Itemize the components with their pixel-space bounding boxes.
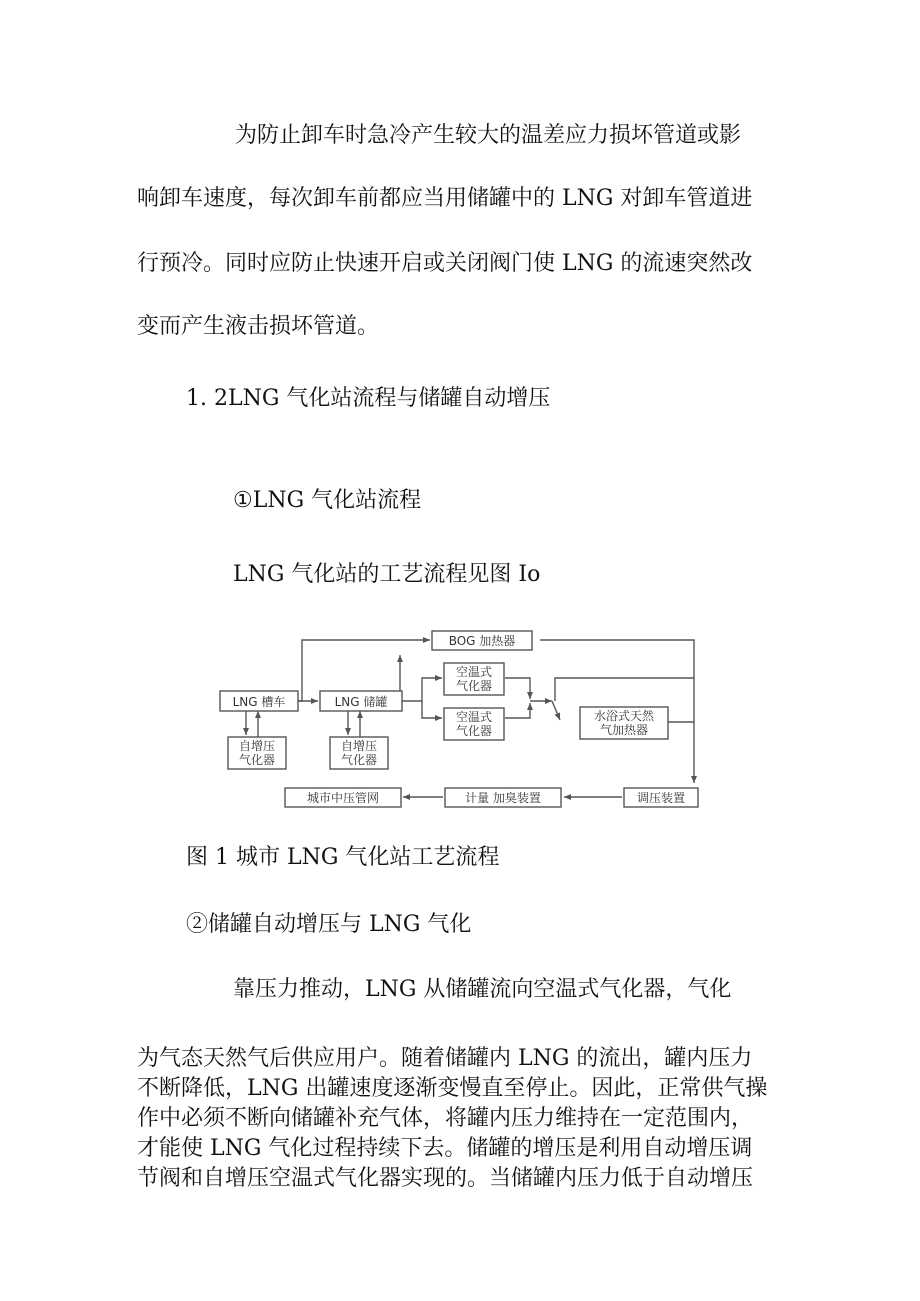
flow-arrow <box>505 678 530 699</box>
svg-text:气化器: 气化器 <box>455 679 493 693</box>
air-vaporizer-box <box>444 663 504 695</box>
water-bath-heater-box <box>580 707 668 739</box>
svg-text:调压装置: 调压装置 <box>636 791 686 805</box>
figure-reference-text: LNG 气化站的工艺流程见图 Io <box>233 562 541 587</box>
flow-arrow <box>555 678 694 701</box>
svg-text:气化器: 气化器 <box>340 753 378 767</box>
svg-text:BOG 加热器: BOG 加热器 <box>448 634 516 648</box>
svg-text:气化器: 气化器 <box>455 724 493 738</box>
svg-text:自增压: 自增压 <box>340 739 378 753</box>
paragraph-body <box>137 1044 797 1194</box>
paragraph-line: 行预冷。同时应防止快速开启或关闭阀门使 LNG 的流速突然改 <box>137 251 753 276</box>
flow-arrow <box>402 678 442 701</box>
svg-text:水浴式天然: 水浴式天然 <box>593 709 655 723</box>
figure-caption: 图 1 城市 LNG 气化站工艺流程 <box>186 845 500 870</box>
svg-text:空温式: 空温式 <box>455 665 493 679</box>
subsection-heading: ②储罐自动增压与 LNG 气化 <box>186 912 472 937</box>
flow-arrow <box>552 701 560 720</box>
svg-text:气加热器: 气加热器 <box>599 723 649 737</box>
paragraph-line: 为气态天然气后供应用户。随着储罐内 LNG 的流出，罐内压力 <box>137 1046 753 1071</box>
air-vaporizer-box <box>444 708 504 740</box>
svg-text:空温式: 空温式 <box>455 710 493 724</box>
svg-text:LNG 储罐: LNG 储罐 <box>334 695 388 709</box>
city-pipeline-box <box>285 788 401 807</box>
flow-arrow <box>505 703 530 718</box>
lng-truck-box <box>220 691 298 711</box>
paragraph-line: 节阀和自增压空温式气化器实现的。当储罐内压力低于自动增压 <box>137 1166 754 1191</box>
pressure-regulator-box <box>624 788 698 807</box>
lng-tank-box <box>320 691 402 711</box>
paragraph-line: 为防止卸车时急冷产生较大的温差应力损坏管道或影 <box>235 123 742 148</box>
paragraph-line: 响卸车速度，每次卸车前都应当用储罐中的 LNG 对卸车管道进 <box>137 186 753 211</box>
svg-text:计量 加臭装置: 计量 加臭装置 <box>465 791 541 805</box>
process-flow-diagram <box>210 625 710 815</box>
paragraph-line: 作中必须不断向储罐补充气体，将罐内压力维持在一定范围内， <box>137 1106 754 1131</box>
svg-text:LNG 槽车: LNG 槽车 <box>232 695 286 709</box>
paragraph-line: 不断降低，LNG 出罐速度逐渐变慢直至停止。因此，正常供气操 <box>137 1076 768 1101</box>
flow-arrow <box>422 701 442 718</box>
metering-odorizing-box <box>445 788 561 807</box>
svg-text:气化器: 气化器 <box>238 753 276 767</box>
svg-text:自增压: 自增压 <box>238 739 276 753</box>
section-heading: 1. 2LNG 气化站流程与储罐自动增压 <box>186 386 551 411</box>
self-pressurizer-box <box>228 737 286 769</box>
svg-text:城市中压管网: 城市中压管网 <box>306 791 380 805</box>
bog-heater-box <box>432 631 532 650</box>
paragraph-line: 才能使 LNG 气化过程持续下去。储罐的增压是利用自动增压调 <box>137 1136 753 1161</box>
self-pressurizer-box <box>330 737 388 769</box>
paragraph-line: 变而产生液击损坏管道。 <box>137 314 380 339</box>
paragraph-line: 靠压力推动，LNG 从储罐流向空温式气化器，气化 <box>233 977 732 1002</box>
subsection-heading: ①LNG 气化站流程 <box>233 488 422 513</box>
